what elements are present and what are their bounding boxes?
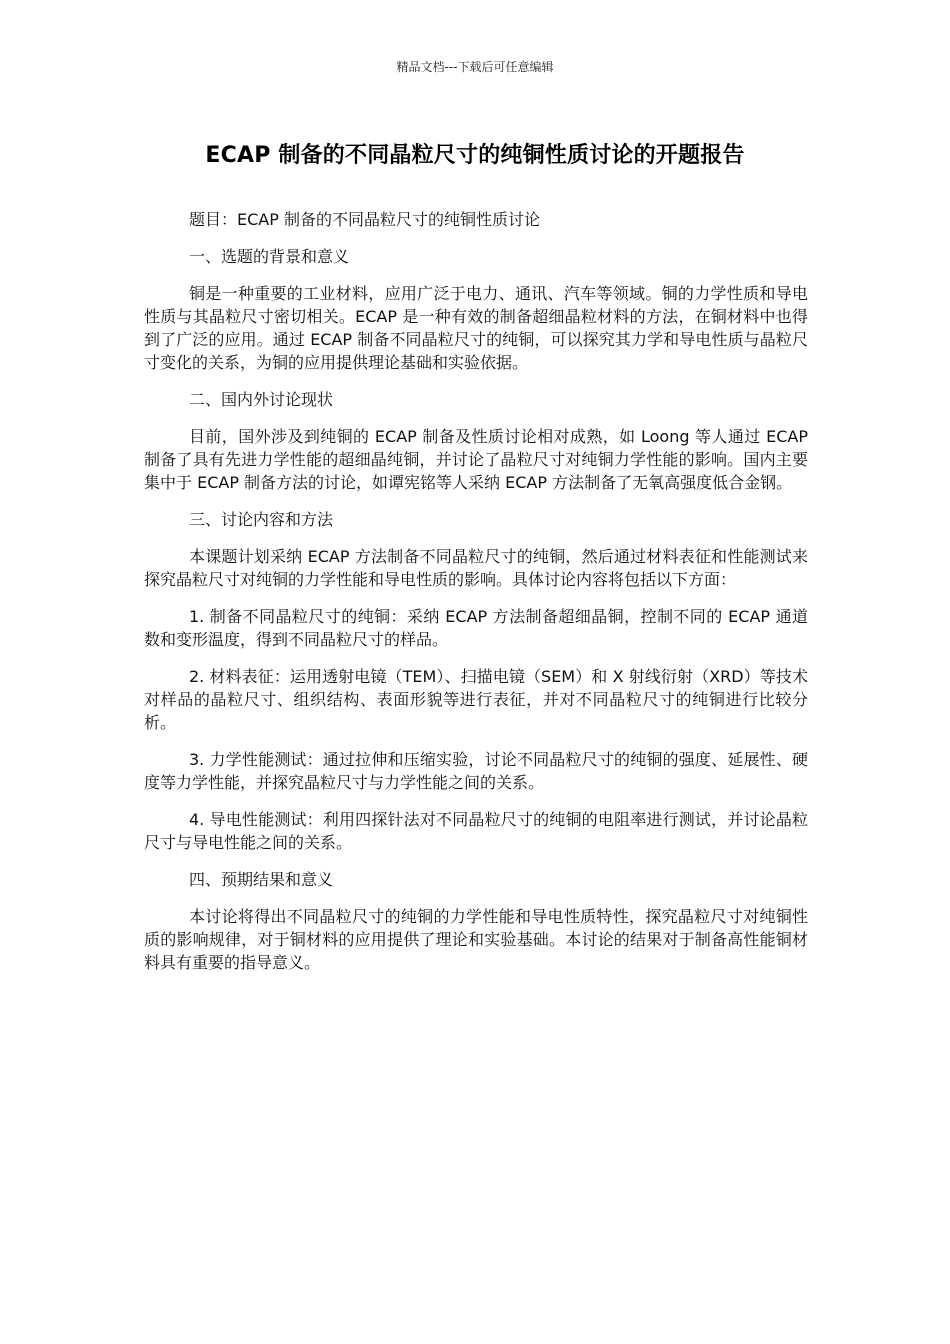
paragraph-background: 铜是一种重要的工业材料，应用广泛于电力、通讯、汽车等领域。铜的力学性质和导电性质与其晶粒尺寸密切相关。ECAP 是一种有效的制备超细晶粒材料的方法，在铜材料中也得到了广泛的应用。通过 ECAP 制备不同晶粒尺寸的纯铜，可以探究其力学和导电性质与晶粒尺寸变化的关系，为铜的应用提供理论基础和实验依据。 xyxy=(144,284,808,372)
topic-line: 题目：ECAP 制备的不同晶粒尺寸的纯铜性质讨论 xyxy=(189,210,540,229)
section-heading-background: 一、选题的背景和意义 xyxy=(189,247,350,266)
list-item-preparation: 1. 制备不同晶粒尺寸的纯铜：采纳 ECAP 方法制备超细晶铜，控制不同的 ECAP 通道数和变形温度，得到不同晶粒尺寸的样品。 xyxy=(144,607,808,649)
paragraph-expected-results: 本讨论将得出不同晶粒尺寸的纯铜的力学性能和导电性质特性，探究晶粒尺寸对纯铜性质的影响规律，对于铜材料的应用提供了理论和实验基础。本讨论的结果对于制备高性能铜材料具有重要的指导意义。 xyxy=(144,907,808,972)
paragraph-research-status: 目前，国外涉及到纯铜的 ECAP 制备及性质讨论相对成熟，如 Loong 等人通过 ECAP 制备了具有先进力学性能的超细晶纯铜，并讨论了晶粒尺寸对纯铜力学性能的影响。国内主要集中于 ECAP 制备方法的讨论，如谭宪铭等人采纳 ECAP 方法制备了无氧高强度低合金钢。 xyxy=(144,427,808,492)
paragraph-content-intro: 本课题计划采纳 ECAP 方法制备不同晶粒尺寸的纯铜，然后通过材料表征和性能测试来探究晶粒尺寸对纯铜的力学性能和导电性质的影响。具体讨论内容将包括以下方面： xyxy=(144,547,808,589)
document-title: ECAP 制备的不同晶粒尺寸的纯铜性质讨论的开题报告 xyxy=(205,143,745,168)
section-heading-content-methods: 三、讨论内容和方法 xyxy=(189,510,334,529)
list-item-characterization: 2. 材料表征：运用透射电镜（TEM）、扫描电镜（SEM）和 X 射线衍射（XRD）等技术对样品的晶粒尺寸、组织结构、表面形貌等进行表征，并对不同晶粒尺寸的纯铜进行比较分析。 xyxy=(144,667,808,732)
section-heading-expected-results: 四、预期结果和意义 xyxy=(189,870,334,889)
list-item-mechanical-testing: 3. 力学性能测试：通过拉伸和压缩实验，讨论不同晶粒尺寸的纯铜的强度、延展性、硬度等力学性能，并探究晶粒尺寸与力学性能之间的关系。 xyxy=(144,750,808,792)
document-body xyxy=(144,208,808,988)
section-heading-research-status: 二、国内外讨论现状 xyxy=(189,390,334,409)
header-note: 精品文档---下载后可任意编辑 xyxy=(396,60,554,74)
list-item-conductivity-testing: 4. 导电性能测试：利用四探针法对不同晶粒尺寸的纯铜的电阻率进行测试，并讨论晶粒尺寸与导电性能之间的关系。 xyxy=(144,810,808,852)
